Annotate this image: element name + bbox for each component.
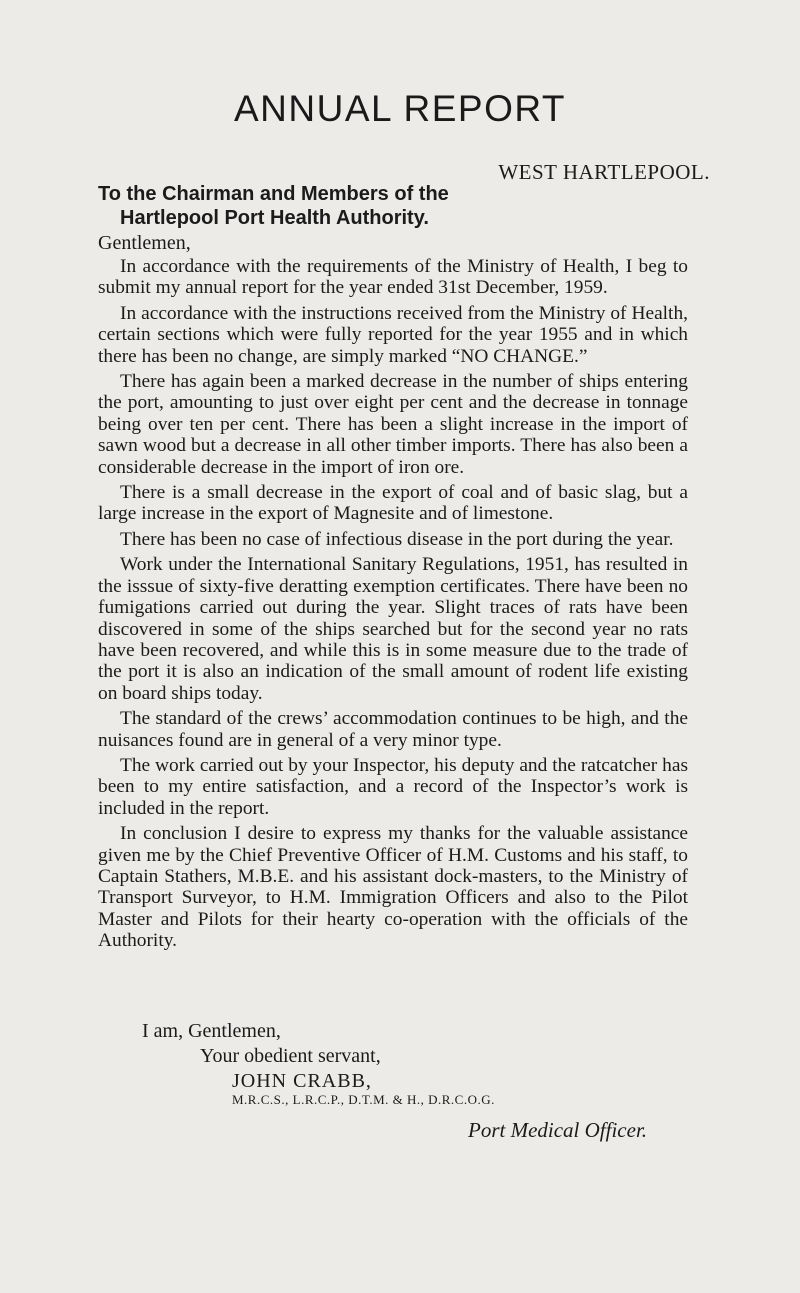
place-heading: WEST HARTLEPOOL. bbox=[498, 160, 710, 184]
paragraph: There has been no case of infectious disease in the port during the year. bbox=[120, 528, 674, 550]
signatory-qualifications: M.R.C.S., L.R.C.P., D.T.M. & H., D.R.C.O.G. bbox=[232, 1092, 495, 1107]
address-line-2: Hartlepool Port Health Authority. bbox=[120, 207, 429, 229]
paragraph: Work under the International Sanitary Regulations, 1951, has resulted in the isssue of sixty-five deratting exemption certificates. There have been no fumigations carried out during the year. Slight traces of rats have been discovered in some of the ships searched but for the second year no rats have been recovered, and while this is in some measure due to the trade of the port it is also an indication of the small amount of rodent life existing on board ships today. bbox=[98, 554, 688, 704]
salutation: Gentlemen, bbox=[98, 232, 191, 254]
closing-line: I am, Gentlemen, bbox=[142, 1020, 281, 1042]
paragraph: There is a small decrease in the export of coal and of basic slag, but a large increase in the export of Magnesite and of limestone. bbox=[98, 482, 688, 525]
servant-line: Your obedient servant, bbox=[200, 1045, 381, 1067]
page-title: ANNUAL REPORT bbox=[233, 88, 566, 129]
signatory-name: JOHN CRABB, bbox=[232, 1070, 372, 1092]
paragraph: The work carried out by your Inspector, his deputy and the ratcatcher has been to my entire satisfaction, and a record of the Inspector’s work is included in the report. bbox=[98, 754, 688, 819]
paragraph: In conclusion I desire to express my thanks for the valuable assistance given me by the Chief Preventive Officer of H.M. Customs and his staff, to Captain Stathers, M.B.E. and his assistant dock-masters, to the Ministry of Transport Surveyor, to H.M. Immigration Officers and also to the Pilot Master and Pilots for their hearty co-operation with the officials of the Authority. bbox=[98, 823, 688, 952]
report-body bbox=[98, 256, 688, 956]
signatory-role: Port Medical Officer. bbox=[468, 1118, 648, 1142]
paragraph: In accordance with the requirements of the Ministry of Health, I beg to submit my annual report for the year ended 31st December, 1959. bbox=[98, 256, 688, 299]
paragraph: The standard of the crews’ accommodation continues to be high, and the nuisances found are in general of a very minor type. bbox=[98, 708, 688, 751]
paragraph: There has again been a marked decrease in the number of ships entering the port, amounting to just over eight per cent and the decrease in tonnage being over ten per cent. There has been a slight increase in the import of sawn wood but a decrease in all other timber imports. There has also been a considerable decrease in the import of iron ore. bbox=[98, 371, 688, 478]
address-block bbox=[98, 182, 698, 230]
paragraph: In accordance with the instructions received from the Ministry of Health, certain sections which were fully reported for the year 1955 and in which there has been no change, are simply marked “NO CHANGE.” bbox=[98, 302, 688, 367]
address-line-1: To the Chairman and Members of the bbox=[98, 183, 449, 205]
